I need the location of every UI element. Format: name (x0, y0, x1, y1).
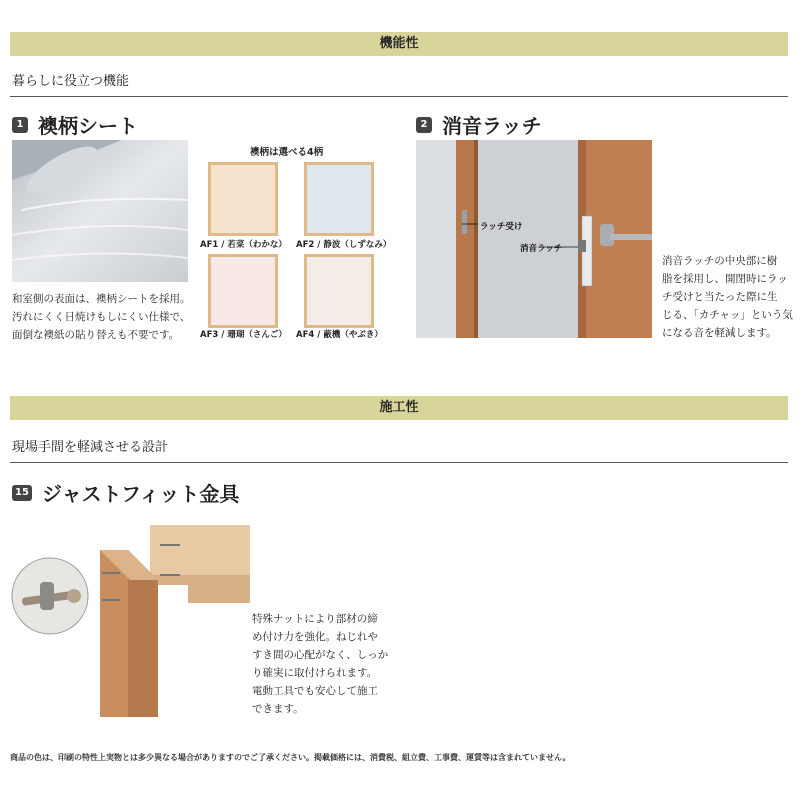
swatch-heading: 襖柄は選べる4柄 (250, 147, 324, 158)
swatch-label-af3: AF3 / 珊瑚（さんご） (200, 330, 287, 340)
divider (10, 462, 788, 463)
feature-number-badge: 15 (12, 485, 32, 501)
fusuma-sheet-photo (12, 140, 188, 282)
feature-number-badge: 1 (12, 117, 28, 133)
description-line: じる、「カチャッ」という気 (662, 309, 793, 321)
description-line: 面倒な襖紙の貼り替えも不要です。 (12, 329, 180, 341)
feature-title-silent-latch (416, 110, 542, 139)
description-line: すき間の心配がなく、しっか (252, 649, 389, 661)
feature-title-text: 消音ラッチ (442, 114, 542, 138)
description-line: になる音を軽減します。 (662, 327, 777, 339)
swatch-af4 (304, 254, 374, 328)
feature-title-text: 襖柄シート (38, 114, 138, 138)
description-line: 特殊ナットにより部材の締 (252, 613, 378, 625)
swatch-label-af4: AF4 / 蔽機（やぶき） (296, 330, 383, 340)
footer-disclaimer: 商品の色は、印刷の特性上実物とは多少異なる場合がありますのでご了承ください。掲載価格には、消費税、組立費、工事費、運賃等は含まれていません。 (10, 753, 571, 762)
description-line: 消音ラッチの中央部に樹 (662, 255, 778, 267)
feature-title-text: ジャストフィット金具 (42, 482, 240, 506)
feature-title-just-fit-hardware (12, 478, 239, 507)
callout-latch-receiver: ラッチ受け (480, 222, 523, 232)
description-line: め付け力を強化。ねじれや (252, 631, 378, 643)
section-subheading-function: 暮らしに役立つ機能 (12, 74, 130, 89)
section-subheading-construction: 現場手間を軽減させる設計 (12, 440, 169, 455)
swatch-af1 (208, 162, 278, 236)
description-line: チ受けと当たった際に生 (662, 291, 778, 303)
hardware-assembly-illustration (100, 525, 250, 720)
feature-title-fusuma-sheet (12, 110, 138, 139)
section-band-construction: 施工性 (10, 396, 788, 420)
feature-number-badge: 2 (416, 117, 432, 133)
swatch-label-af1: AF1 / 若菜（わかな） (200, 240, 287, 250)
swatch-label-af2: AF2 / 静波（しずなみ） (296, 240, 392, 250)
silent-latch-photo (416, 140, 652, 338)
feature-description-fusuma (12, 290, 191, 344)
callout-silent-latch: 消音ラッチ (520, 244, 563, 254)
swatch-af3 (208, 254, 278, 328)
description-line: 汚れにくく日焼けもしにくい仕様で、 (12, 311, 191, 323)
description-line: できます。 (252, 703, 304, 715)
section-band-function: 機能性 (10, 32, 788, 56)
divider (10, 96, 788, 97)
feature-description-latch (662, 252, 793, 342)
description-line: 脂を採用し、開閉時にラッ (662, 273, 788, 285)
description-line: 和室側の表面は、襖柄シートを採用。 (12, 293, 191, 305)
swatch-af2 (304, 162, 374, 236)
feature-description-hardware (252, 610, 388, 718)
special-nut-photo (10, 556, 90, 636)
description-line: 電動工具でも安心して施工 (252, 685, 378, 697)
description-line: り確実に取付けられます。 (252, 667, 378, 679)
